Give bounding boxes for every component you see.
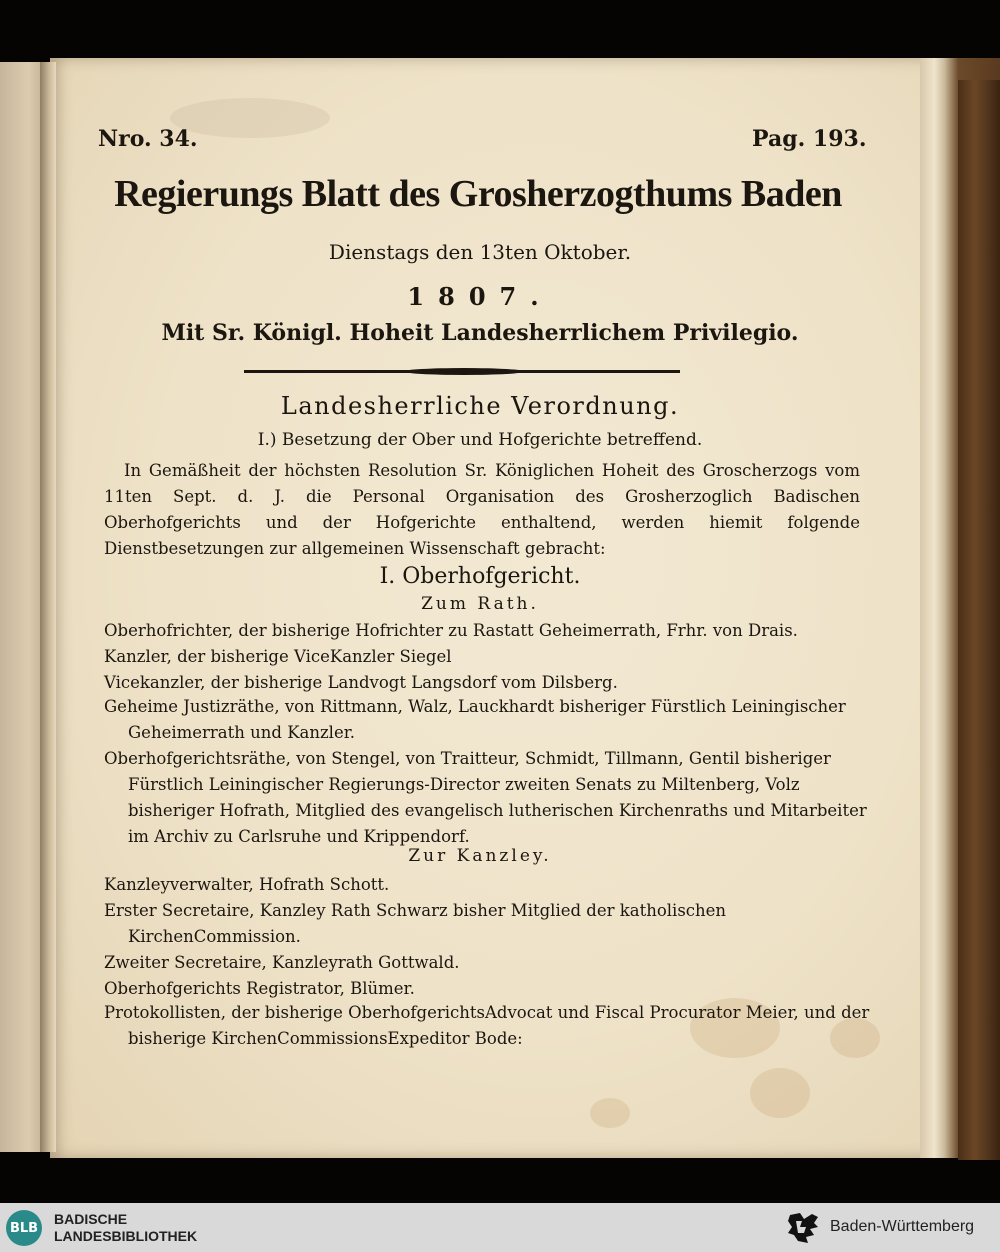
- issue-year: 1807.: [407, 282, 553, 311]
- book-cover: [958, 80, 1000, 1160]
- chancery-entry: Zweiter Secretaire, Kanzleyrath Gottwald.: [104, 953, 460, 972]
- masthead-title: Regierungs Blatt des Grosherzogthums Baden: [114, 173, 842, 215]
- council-entry: Oberhofgerichtsräthe, von Stengel, von Traitteur, Schmidt, Tillmann, Gentil bisheriger Fürstlich Leiningischer Regierungs-Director zweiten Senats zu Miltenberg, Volz bisheriger Hofrath, Mitglied des evangelisch lutherischen Kirchenraths und Mitarbeiter im Archiv zu Carlsruhe und Krippendorf.: [104, 749, 867, 846]
- council-heading: Zum Rath.: [421, 594, 539, 614]
- state-name[interactable]: Baden-Württemberg: [830, 1218, 975, 1235]
- ordinance-heading: Landesherrliche Verordnung.: [280, 392, 680, 420]
- chancery-entry: Kanzleyverwalter, Hofrath Schott.: [104, 875, 390, 894]
- lions-crest-icon: [786, 1211, 822, 1245]
- ordinance-subject: I.) Besetzung der Ober und Hofgerichte betreffend.: [257, 430, 703, 450]
- chancery-entry: Erster Secretaire, Kanzley Rath Schwarz bisher Mitglied der katholischen KirchenCommission.: [104, 901, 727, 946]
- council-entry: Geheime Justizräthe, von Rittmann, Walz, Lauckhardt bisheriger Fürstlich Leiningischer Geheimerrath und Kanzler.: [104, 697, 846, 742]
- viewer-footer: [0, 1203, 1000, 1252]
- council-entry: Vicekanzler, der bisherige Landvogt Langsdorf vom Dilsberg.: [104, 673, 618, 692]
- library-name[interactable]: BADISCHE LANDESBIBLIOTHEK: [54, 1211, 198, 1244]
- ordinance-intro: In Gemäßheit der höchsten Resolution Sr. Königlichen Hoheit des Groscherzogs vom 11ten Sept. d. J. die Personal Organisation des Grosherzoglich Badischen Oberhofgerichts und der Hofgerichte enthaltend, werden hiemit folgende Dienstbesetzungen zur allgemeinen Wissenschaft gebracht:: [104, 461, 860, 558]
- ornamental-rule: [244, 370, 680, 373]
- page-number: Pag. 193.: [752, 126, 867, 152]
- chancery-entry: Oberhofgerichts Registrator, Blümer.: [104, 979, 415, 998]
- privilege-line: Mit Sr. Königl. Hoheit Landesherrlichem Privilegio.: [161, 320, 799, 346]
- court-heading: I. Oberhofgericht.: [379, 564, 581, 589]
- page-gutter: [40, 62, 56, 1152]
- chancery-heading: Zur Kanzley.: [408, 846, 552, 866]
- issue-number: Nro. 34.: [98, 126, 198, 152]
- blb-logo-icon[interactable]: BLB: [6, 1210, 42, 1246]
- chancery-entry: Protokollisten, der bisherige OberhofgerichtsAdvocat und Fiscal Procurator Meier, und der bisherige KirchenCommissionsExpeditor Bode:: [104, 1003, 870, 1048]
- council-entry: Oberhofrichter, der bisherige Hofrichter zu Rastatt Geheimerrath, Frhr. von Drais.: [104, 621, 798, 640]
- council-entry: Kanzler, der bisherige ViceKanzler Siegel: [104, 647, 452, 666]
- issue-date: Dienstags den 13ten Oktober.: [328, 240, 632, 264]
